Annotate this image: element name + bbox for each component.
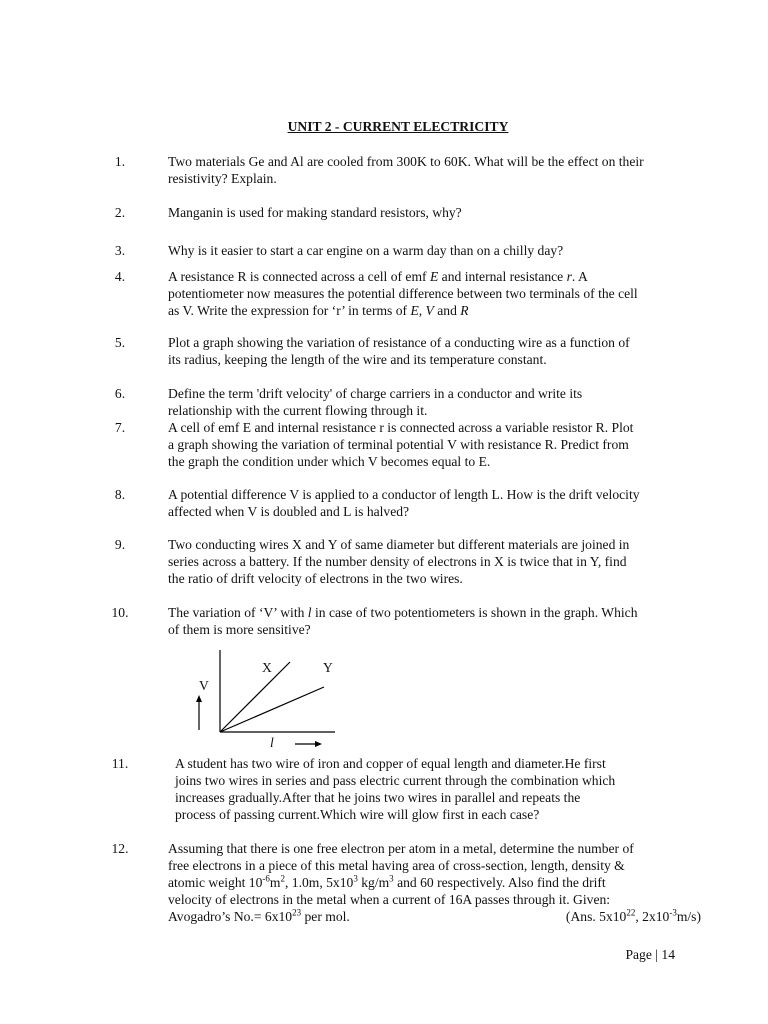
question-number: 8. (114, 487, 126, 502)
question-text (168, 419, 705, 470)
line-y (220, 687, 324, 732)
page-title: UNIT 2 - CURRENT ELECTRICITY (287, 119, 509, 134)
question-text (168, 153, 705, 187)
text-line (168, 908, 705, 925)
right-arrowhead-icon (315, 741, 322, 747)
line-x (220, 662, 290, 732)
text-line: process of passing current.Which wire will glow first in each case? (175, 807, 540, 822)
text-line: A potential difference V is applied to a conductor of length L. How is the drift velocity (168, 487, 640, 502)
text-line: relationship with the current flowing through it. (168, 403, 428, 418)
text-line: affected when V is doubled and L is halved? (168, 504, 410, 519)
question-number: 3. (114, 243, 126, 258)
question-text (168, 385, 705, 419)
text-line: as V. Write the expression for ‘r’ in terms of E, V and R (168, 303, 469, 318)
text-line: its radius, keeping the length of the wire and its temperature constant. (168, 352, 547, 367)
potentiometer-graph (190, 650, 340, 756)
page-number: Page | 14 (625, 947, 675, 962)
x-axis-label: l (270, 735, 274, 750)
question-number: 9. (114, 537, 126, 552)
avogadro-text: Avogadro’s $No.= 6x10^{23}$ per mol. (168, 907, 350, 924)
question-number: 4. (114, 269, 126, 284)
question-number: 5. (114, 335, 126, 350)
text-line: Two conducting wires X and Y of same diameter but different materials are joined in (168, 537, 630, 552)
text-line: Assuming that there is one free electron per atom in a metal, determine the number of (168, 841, 634, 856)
text-line: series across a battery. If the number density of electrons in X is twice that in Y, find (168, 554, 627, 569)
text-line: Manganin is used for making standard resistors, why? (168, 205, 462, 220)
text-line: A student has two wire of iron and copper of equal length and diameter.He first (175, 756, 606, 771)
text-line: a graph showing the variation of terminal potential V with resistance R. Predict from (168, 437, 629, 452)
text-line: Two materials Ge and Al are cooled from 300K to 60K. What will be the effect on their (168, 154, 644, 169)
text-line: A cell of emf E and internal resistance r is connected across a variable resistor R. Plot (168, 420, 634, 435)
text-line: resistivity? Explain. (168, 171, 277, 186)
question-text (168, 242, 705, 259)
question-text (168, 204, 705, 221)
text-line: Define the term 'drift velocity' of charge carriers in a conductor and write its (168, 386, 583, 401)
question-number: 6. (114, 386, 126, 401)
line-y-label: Y (323, 660, 333, 675)
line-x-label: X (262, 660, 272, 675)
question-number: 2. (114, 205, 126, 220)
text-line: joins two wires in series and pass electric current through the combination which (175, 773, 616, 788)
question-text (168, 840, 705, 925)
text-line: the ratio of drift velocity of electrons in the two wires. (168, 571, 463, 586)
question-number: 1. (114, 154, 126, 169)
question-text (175, 755, 705, 823)
text-line: velocity of electrons in the metal when a current of 16A passes through it. Given: (168, 892, 611, 907)
question-text (168, 486, 705, 520)
question-number: 10. (111, 605, 129, 620)
text-line: atomic weight $10^{-6}m^2$, 1.0m, $5x10^3$ $kg/m^3$ and 60 respectively. Also find the drift (168, 873, 606, 890)
text-line: The variation of ‘V’ with l in case of two potentiometers is shown in the graph. Which (168, 605, 638, 620)
text-line: A resistance R is connected across a cell of emf E and internal resistance r. A (168, 269, 588, 284)
text-line: Plot a graph showing the variation of resistance of a conducting wire as a function of (168, 335, 630, 350)
up-arrowhead-icon (196, 695, 202, 702)
question-text (168, 334, 705, 368)
question-text (168, 268, 705, 319)
answer-text: (Ans. $5x10^{22}$, $2x10^{-3}m/s$) (565, 907, 701, 924)
text-line: the graph the condition under which V becomes equal to E. (168, 454, 491, 469)
question-number: 11. (111, 756, 129, 771)
text-line: free electrons in a piece of this metal having area of cross-section, length, density & (168, 858, 625, 873)
text-line: increases gradually.After that he joins two wires in parallel and repeats the (175, 790, 581, 805)
question-text (168, 604, 705, 638)
text-line: Why is it easier to start a car engine on a warm day than on a chilly day? (168, 243, 564, 258)
question-text (168, 536, 705, 587)
text-line: of them is more sensitive? (168, 622, 311, 637)
y-axis-label: V (199, 678, 209, 693)
question-number: 7. (114, 420, 126, 435)
text-line: potentiometer now measures the potential difference between two terminals of the cell (168, 286, 638, 301)
question-number: 12. (111, 841, 129, 856)
